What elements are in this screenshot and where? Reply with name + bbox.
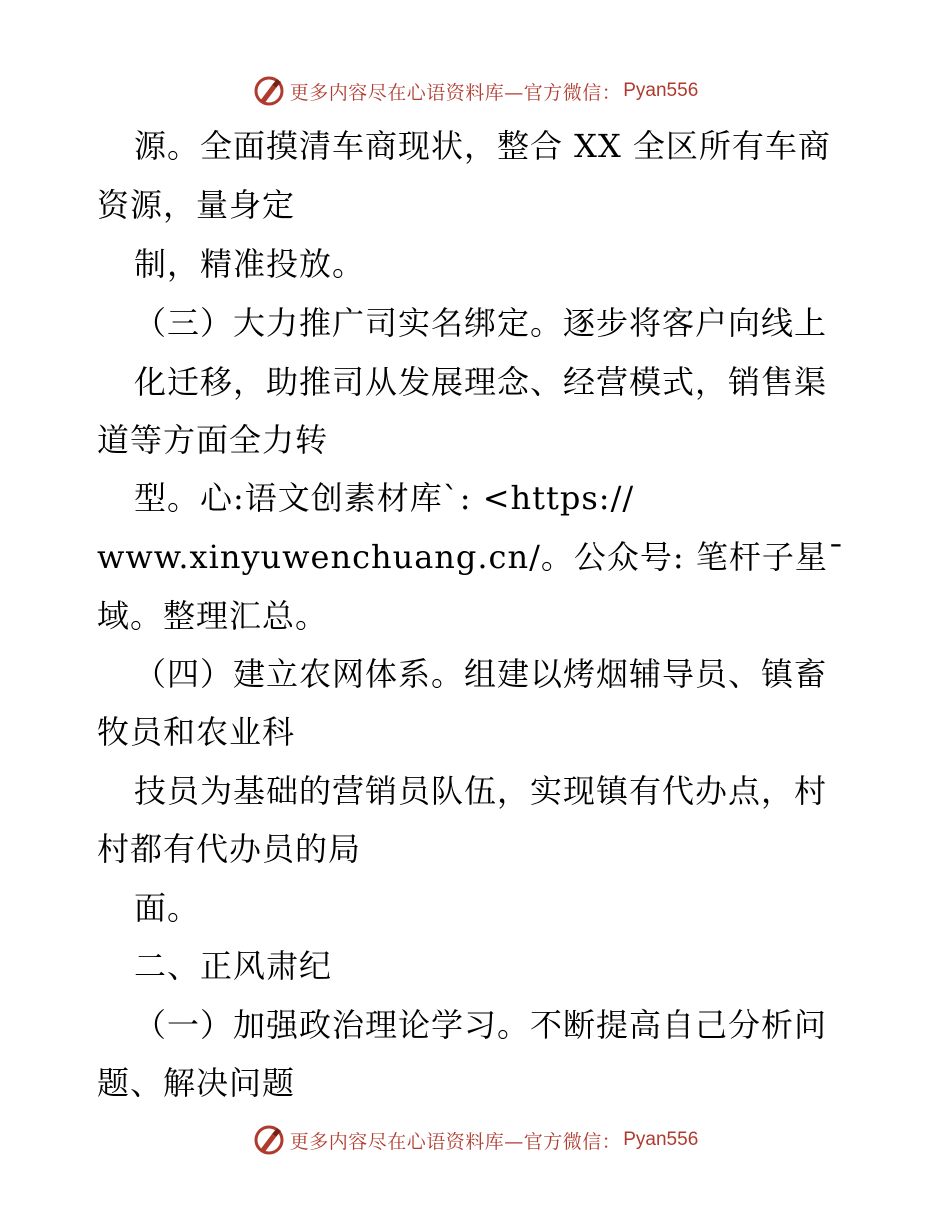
text-line-10: （四）建立农网体系。组建以烤烟辅导员、镇畜 xyxy=(134,655,828,693)
pen-logo-icon xyxy=(252,1123,286,1157)
text-line-14: 面。 xyxy=(134,889,201,927)
text-line-1: 源。全面摸清车商现状，整合 XX 全区所有车商 xyxy=(134,127,831,165)
section-heading: 二、正风肃纪 xyxy=(134,947,333,985)
text-line-8: www.xinyuwenchuang.cn/。公众号: 笔杆子星¯ xyxy=(97,538,845,576)
text-line-7: 型。心:语文创素材库`: <https:// xyxy=(134,479,635,517)
text-line-11: 牧员和农业科 xyxy=(97,713,296,751)
text-line-16: （一）加强政治理论学习。不断提高自己分析问 xyxy=(134,1006,828,1044)
pen-logo-icon xyxy=(252,74,286,108)
text-line-4: （三）大力推广司实名绑定。逐步将客户向线上 xyxy=(134,304,828,342)
text-line-17: 题、解决问题 xyxy=(97,1064,296,1102)
text-line-5: 化迁移，助推司从发展理念、经营模式，销售渠 xyxy=(134,363,828,401)
watermark-text: 更多内容尽在心语资料库—官方微信： xyxy=(289,1130,622,1153)
header-watermark xyxy=(0,71,950,111)
text-line-3: 制，精准投放。 xyxy=(134,245,366,283)
text-line-12: 技员为基础的营销员队伍，实现镇有代办点，村 xyxy=(134,772,828,810)
text-line-9: 域。整理汇总。 xyxy=(97,597,329,635)
text-line-13: 村都有代办员的局 xyxy=(97,830,362,868)
watermark-wechat-id: Pyan556 xyxy=(623,80,699,101)
watermark-wechat-id: Pyan556 xyxy=(623,1129,699,1150)
footer-watermark xyxy=(0,1120,950,1160)
watermark-text: 更多内容尽在心语资料库—官方微信： xyxy=(289,81,622,104)
text-line-2: 资源，量身定 xyxy=(97,186,296,224)
text-line-6: 道等方面全力转 xyxy=(97,421,329,459)
